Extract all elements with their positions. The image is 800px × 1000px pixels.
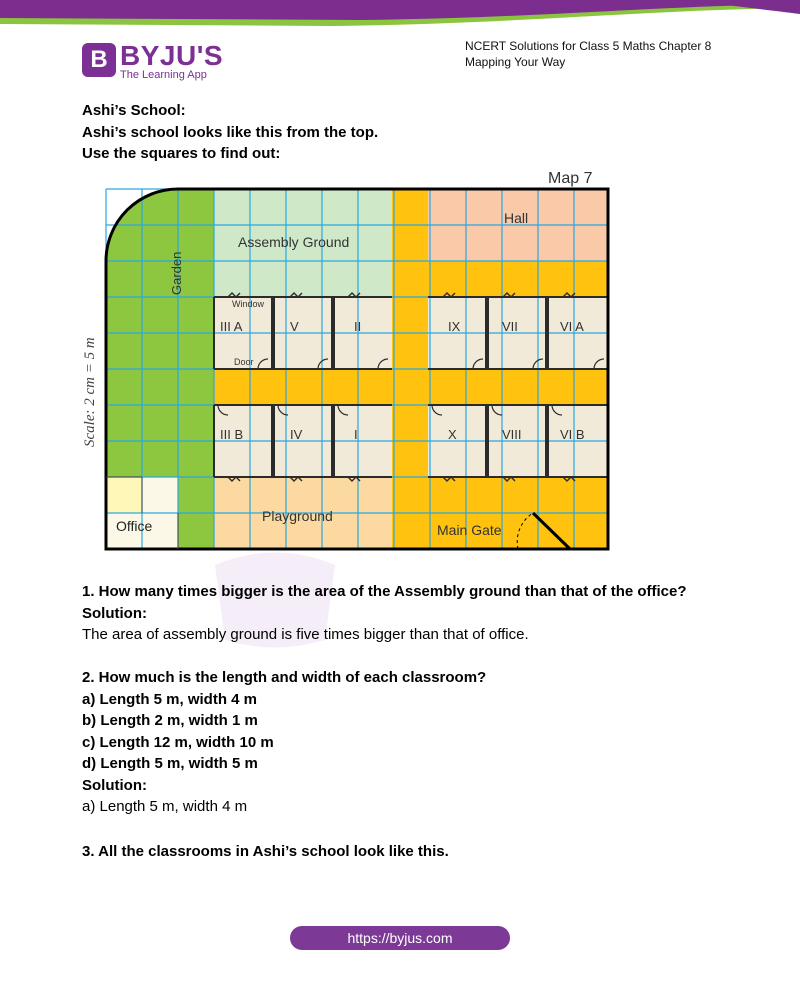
assembly-ground-label: Assembly Ground — [238, 234, 350, 250]
school-map — [78, 165, 638, 555]
path-horizontal — [214, 369, 608, 405]
footer-url-link[interactable]: https://byjus.com — [290, 926, 510, 950]
window-label: Window — [232, 299, 265, 309]
intro-line: Ashi’s school looks like this from the top. — [82, 123, 379, 141]
logo-mark: B — [82, 43, 116, 77]
question-1 — [82, 581, 742, 646]
path-right-upper — [428, 261, 608, 297]
solution-label: Solution: — [82, 604, 147, 622]
header-note-line2: Mapping Your Way — [465, 55, 566, 69]
question-2 — [82, 667, 742, 818]
classroom-label: VIII — [502, 427, 522, 442]
question-text: 1. How many times bigger is the area of the Assembly ground than that of the office? — [82, 583, 687, 600]
intro-line: Use the squares to find out: — [82, 145, 281, 162]
byjus-logo — [82, 40, 224, 85]
classroom-label: X — [448, 427, 457, 442]
main-gate-label: Main Gate — [437, 522, 502, 538]
option-c: c) Length 12 m, width 10 m — [82, 733, 274, 751]
garden-label: Garden — [169, 251, 184, 295]
header-note — [465, 38, 765, 70]
logo-name: BYJU'S — [120, 40, 224, 71]
classroom-label: III A — [220, 319, 243, 334]
classroom-label: IX — [448, 319, 461, 334]
solution-answer: a) Length 5 m, width 4 m — [82, 798, 248, 815]
question-3 — [82, 841, 742, 863]
door-label: Door — [234, 357, 254, 367]
classroom-label: VI B — [560, 427, 585, 442]
question-text: 2. How much is the length and width of each classroom? — [82, 669, 487, 686]
classroom-label: III B — [220, 427, 244, 442]
classroom-label: VI A — [560, 319, 584, 334]
intro-heading: Ashi’s School: — [82, 102, 186, 119]
header-note-line1: NCERT Solutions for Class 5 Maths Chapter 8 — [465, 39, 712, 53]
classroom-label: V — [290, 319, 299, 334]
classroom-label: I — [354, 427, 358, 442]
top-decorative-band — [0, 0, 800, 40]
classroom-label: VII — [502, 319, 518, 334]
solution-label: Solution: — [82, 776, 147, 794]
option-d: d) Length 5 m, width 5 m — [82, 755, 258, 772]
option-b: b) Length 2 m, width 1 m — [82, 712, 258, 729]
map-title: Map 7 — [548, 170, 593, 187]
office-highlight — [106, 477, 142, 513]
logo-tagline: The Learning App — [120, 69, 207, 81]
intro-section — [82, 100, 742, 165]
classroom-label: II — [354, 319, 362, 334]
hall-label: Hall — [504, 210, 529, 226]
question-text: 3. All the classrooms in Ashi’s school look like this. — [82, 843, 449, 860]
scale-label: Scale: 2 cm = 5 m — [82, 337, 98, 447]
option-a: a) Length 5 m, width 4 m — [82, 690, 258, 708]
classroom-label: IV — [290, 427, 303, 442]
playground-label: Playground — [262, 508, 333, 524]
solution-answer: The area of assembly ground is five times bigger than that of office. — [82, 626, 529, 643]
office-label: Office — [116, 518, 153, 534]
